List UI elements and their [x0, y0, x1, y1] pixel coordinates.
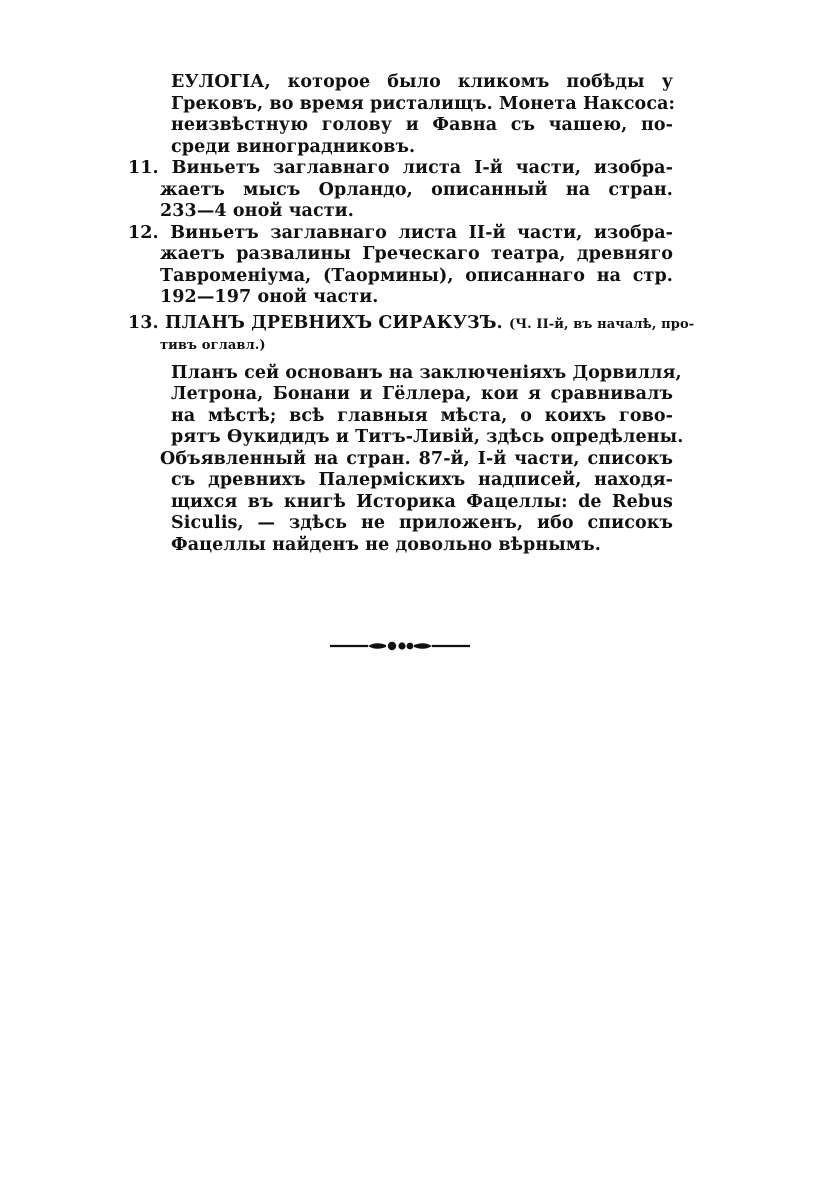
location-note: тивъ оглавл.): [160, 338, 266, 353]
location-note: (Ч. II-й, въ началѣ, про-: [508, 316, 695, 332]
text-line: жаетъ развалины Греческаго театра, древняго: [160, 244, 673, 264]
text-line: Планъ сей основанъ на заключенiяхъ Дорвилля,: [171, 362, 682, 383]
item-number: 11.: [128, 158, 159, 178]
text-line: Siculis, — здѣсь не приложенъ, ибо списокъ: [171, 513, 673, 533]
text-line: Объявленный на стран. 87-й, I-й части, списокъ: [160, 448, 673, 469]
text-line: съ древнихъ Палерміскихъ надписей, находя-: [171, 470, 673, 490]
list-item-11: [128, 158, 673, 180]
text-block: [128, 72, 695, 556]
text-line: Тавроменiума, (Таормины), описаннаго на стр.: [160, 265, 673, 286]
text-line: Виньетъ заглавнаго листа I-й части, изобра-: [171, 158, 673, 178]
text-line: Виньетъ заглавнаго листа II-й части, изобра-: [170, 222, 673, 243]
list-item-13: [128, 312, 695, 336]
text-line: неизвѣстную голову и Фавна съ чашею, по-: [171, 115, 673, 135]
text-line: ЕУЛОГIА, которое было кликомъ побѣды у: [171, 72, 673, 92]
item-number: 13.: [128, 312, 159, 333]
text-line: рятъ Өукидидъ и Титъ-Ливiй, здѣсь опредѣлены.: [171, 427, 684, 447]
text-line: на мѣстѣ; всѣ главныя мѣста, о коихъ гово-: [171, 405, 673, 426]
text-line: Грековъ, во время ристалищъ. Монета Наксоса:: [171, 93, 676, 114]
ornament-divider-icon: [330, 638, 470, 654]
item-number: 12.: [128, 222, 159, 243]
text-line: Фацеллы найденъ не довольно вѣрнымъ.: [171, 534, 601, 555]
text-line: жаетъ мысъ Орландо, описанный на стран.: [160, 179, 673, 200]
list-item-12: [128, 223, 673, 245]
text-line: 233—4 оной части.: [160, 201, 354, 221]
section-heading: ПЛАНЪ ДРЕВНИХЪ СИРАКУЗЪ.: [164, 312, 503, 333]
text-line: 192—197 оной части.: [160, 287, 379, 307]
text-line: среди виноградниковъ.: [171, 136, 416, 157]
text-line: щихся въ книгѣ Историка Фацеллы: de Rebus: [171, 491, 673, 512]
text-line: Летрона, Бонани и Гёллера, кои я сравнивалъ: [171, 384, 673, 404]
